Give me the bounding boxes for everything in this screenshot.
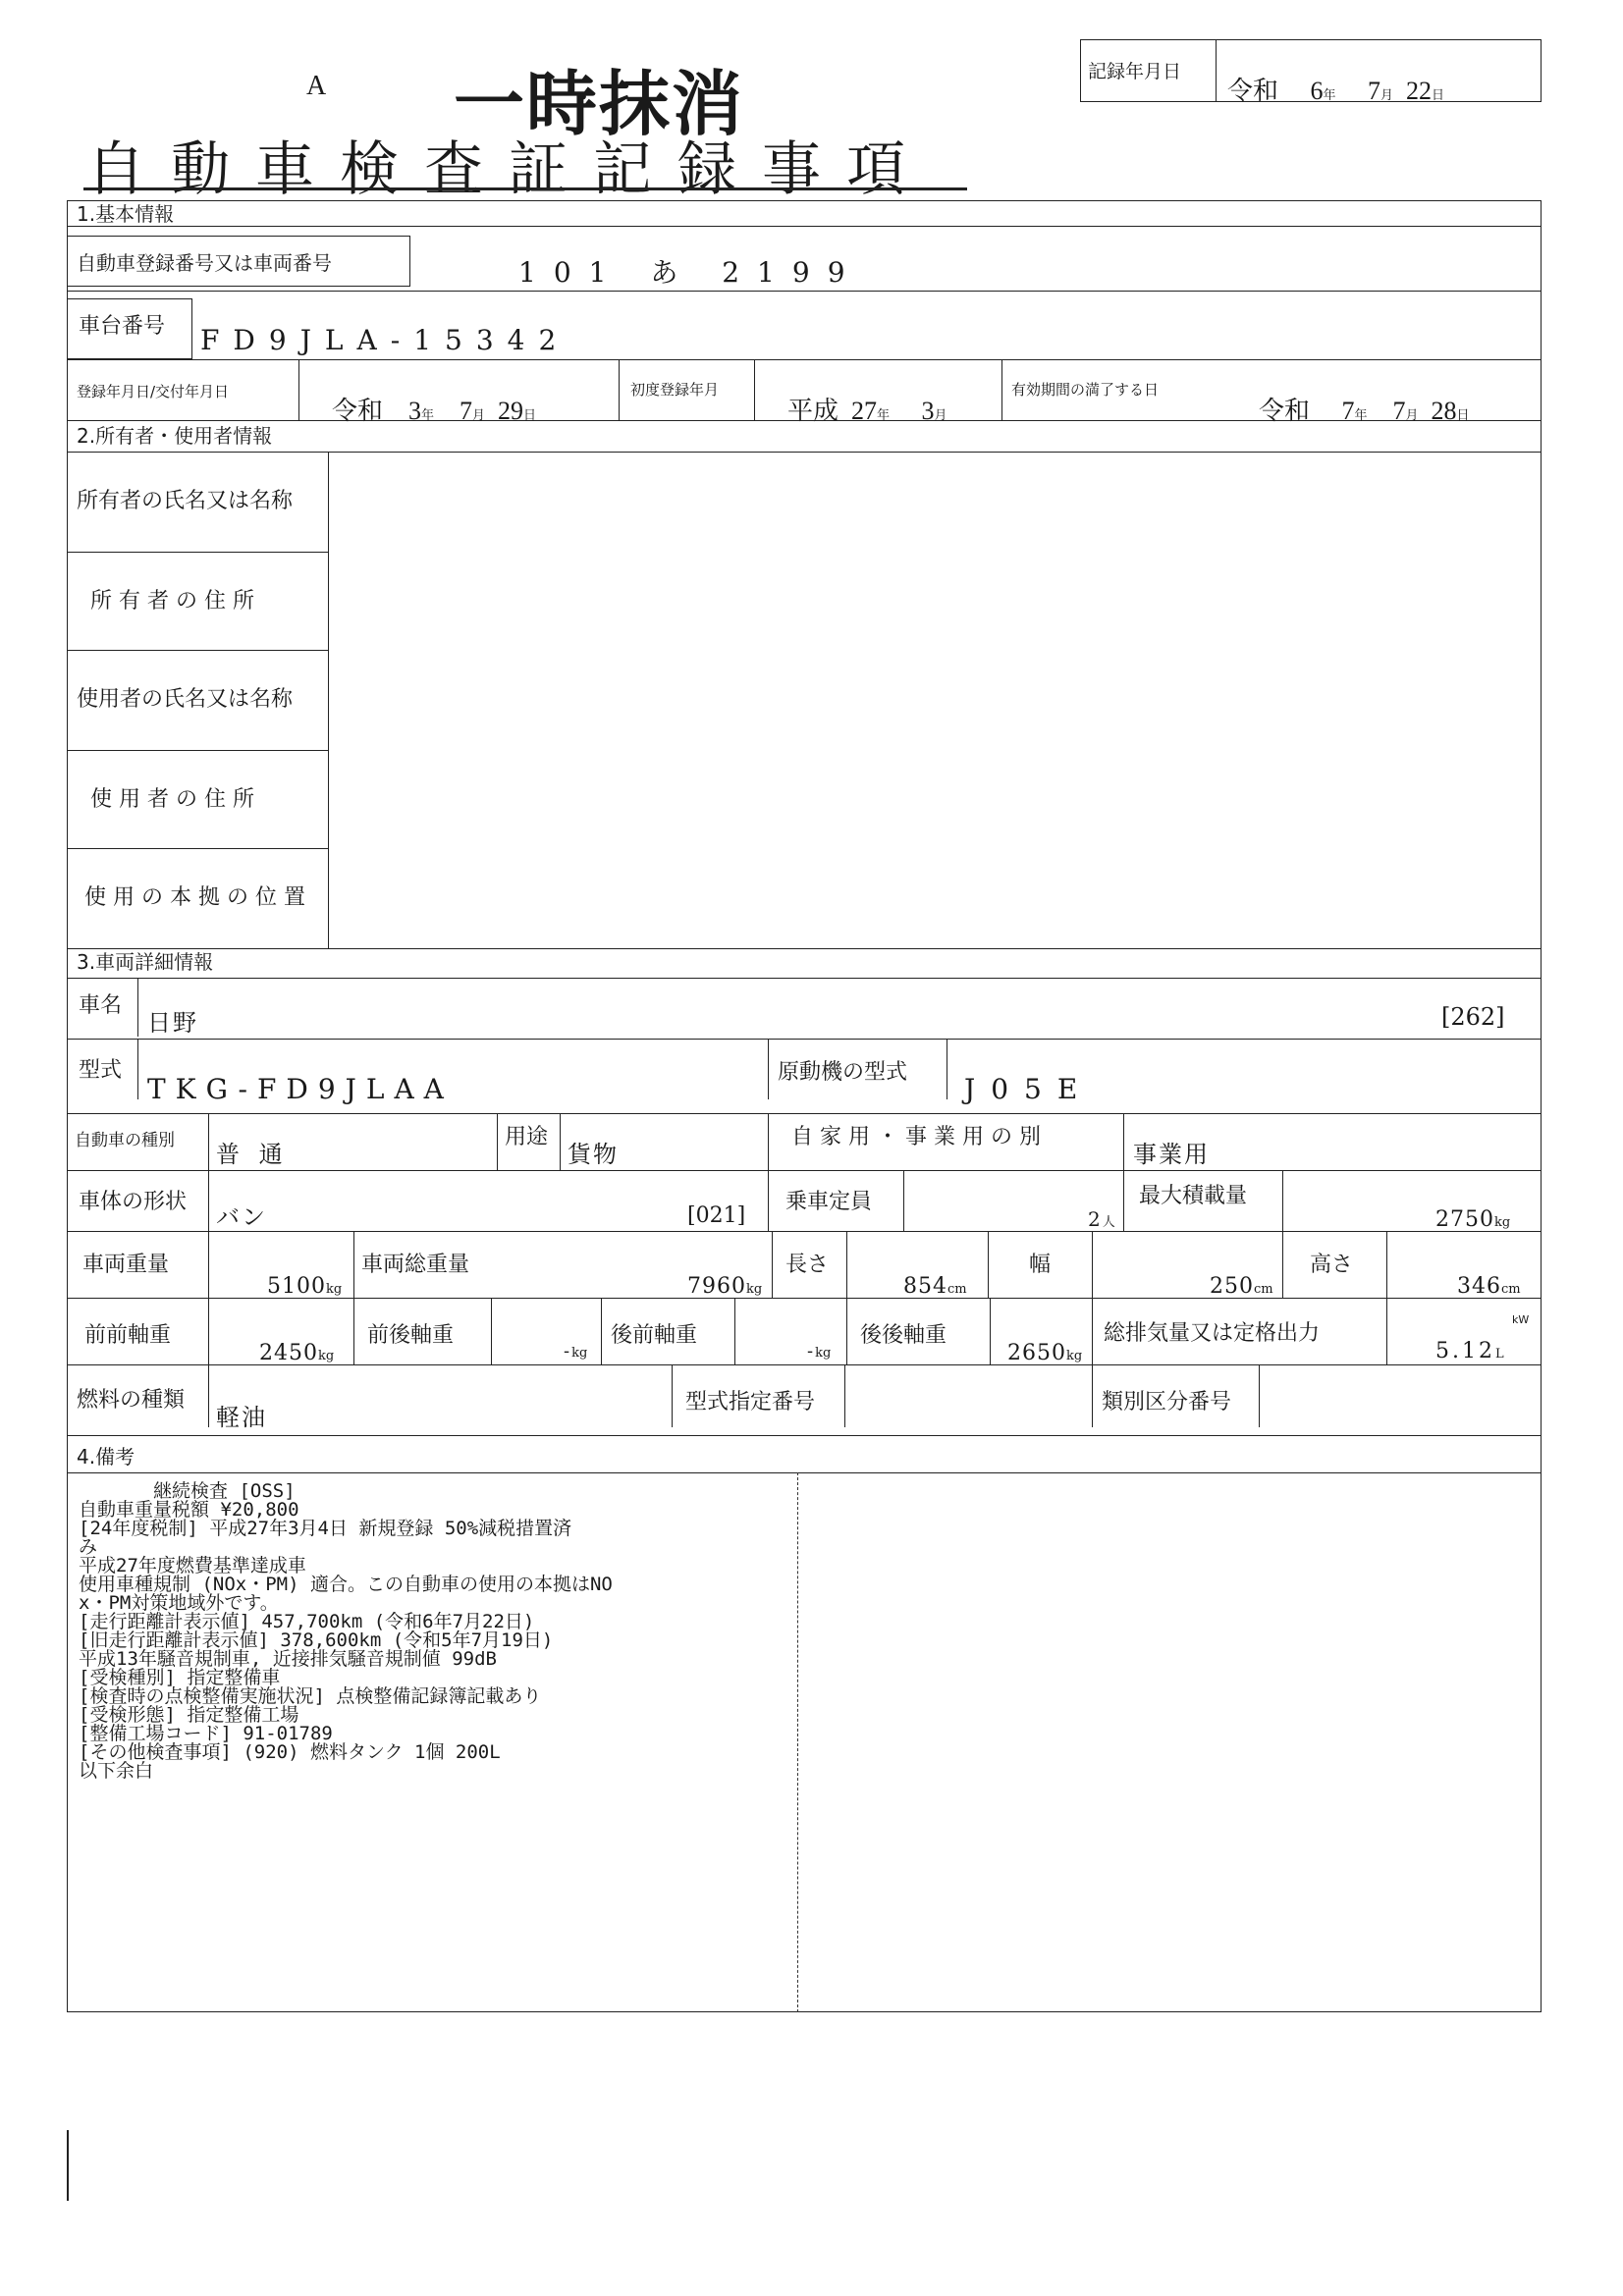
owner-name-label: 所有者の氏名又は名称 [77, 489, 294, 513]
vehicle-name-label: 車名 [79, 993, 123, 1018]
kind-label: 自動車の種別 [75, 1131, 175, 1150]
engine-value: J05E [964, 1073, 1094, 1105]
reg-number-value: 101 あ 2199 [518, 256, 863, 289]
reg-date-value: 令和 3年 7月 29日 [332, 397, 537, 425]
section-owner-title: 2.所有者・使用者情報 [77, 424, 273, 448]
record-date-label: 記録年月日 [1088, 61, 1182, 82]
owner-address-label: 所 有 者 の 住 所 [90, 589, 254, 614]
fuel-type-label: 燃料の種類 [77, 1388, 186, 1413]
width-value: 250cm [1210, 1274, 1273, 1299]
class-number-label: 類別区分番号 [1102, 1390, 1232, 1415]
private-business-value: 事業用 [1133, 1141, 1210, 1168]
height-label: 高さ [1310, 1253, 1354, 1277]
body-shape-code: [021] [687, 1203, 746, 1228]
capacity-value: 2人 [1088, 1207, 1115, 1231]
use-value: 貨物 [568, 1141, 619, 1168]
length-value: 854cm [903, 1274, 967, 1299]
first-reg-value: 平成 27年 3月 [787, 397, 947, 425]
max-load-label: 最大積載量 [1139, 1184, 1248, 1208]
displacement-unit-kw: kW [1512, 1313, 1530, 1326]
vehicle-name-value: 日野 [147, 1009, 198, 1037]
status-title: 一時抹消 [454, 63, 745, 145]
chassis-value: FD9JLA-15342 [200, 324, 570, 356]
front-front-axle-value: 2450kg [259, 1341, 335, 1365]
base-location-label: 使 用 の 本 拠 の 位 置 [84, 885, 305, 910]
page-title: 自動車検査証記録事項 [86, 135, 931, 204]
fuel-type-value: 軽油 [216, 1404, 267, 1431]
type-cert-label: 型式指定番号 [685, 1390, 816, 1415]
body-shape-value: バン [216, 1203, 267, 1231]
document-mark: A [306, 71, 327, 101]
body-shape-label: 車体の形状 [79, 1190, 188, 1214]
section-remarks-title: 4.備考 [77, 1445, 135, 1468]
private-business-label: 自 家 用 ・ 事 業 用 の 別 [791, 1125, 1041, 1149]
engine-label: 原動機の型式 [778, 1060, 908, 1085]
length-label: 長さ [785, 1253, 830, 1277]
record-date-value: 令和 6年 7月 22日 [1227, 77, 1445, 105]
kind-value: 普 通 [216, 1141, 289, 1168]
model-value: TKG-FD9JLAA [147, 1073, 454, 1105]
rear-rear-axle-label: 後後軸重 [860, 1323, 947, 1348]
first-reg-label: 初度登録年月 [630, 381, 720, 399]
rear-rear-axle-value: 2650kg [1007, 1341, 1083, 1365]
rear-front-axle-label: 後前軸重 [611, 1323, 698, 1348]
capacity-label: 乗車定員 [785, 1190, 873, 1214]
gross-weight-label: 車両総重量 [361, 1253, 470, 1277]
displacement-value: 5.12L [1435, 1339, 1504, 1363]
width-label: 幅 [1029, 1253, 1052, 1277]
use-label: 用途 [505, 1125, 549, 1149]
user-name-label: 使用者の氏名又は名称 [77, 687, 294, 712]
max-load-value: 2750kg [1435, 1207, 1511, 1232]
scan-mark [67, 2130, 69, 2201]
displacement-label: 総排気量又は定格出力 [1104, 1321, 1321, 1346]
gross-weight-value: 7960kg [687, 1274, 763, 1299]
expiry-label: 有効期間の満了する日 [1011, 381, 1160, 399]
remarks-text: 継続検査 [OSS] 自動車重量税額 ¥20,800 [24年度税制] 平成27年3月4日 新規登録 50%減税措置済 み 平成27年度燃費基準達成車 使用車種規制 (NOx・PM) 適合。この自動車の使用の本拠はNO x・PM対策地域外です。 [走行距離計表示値] 457,700km (令和6年7月22日) [旧走行距離計表示値] 378,600km (令和5年7月19日) 平成13年騒音規制車, 近接排気騒音規制値 99dB [受検種別] 指定整備車 [検査時の点検整備実施状況] 点検整備記録簿記載あり [受検形態] 指定整備工場 [整備工場コード] 91-01789 [その他検査事項] (920) 燃料タンク 1個 200L 以下余白 [79, 1480, 613, 1782]
expiry-value: 令和 7年 7月 28日 [1259, 397, 1470, 425]
reg-number-label: 自動車登録番号又は車両番号 [77, 251, 332, 275]
front-rear-axle-label: 前後軸重 [367, 1323, 455, 1348]
vehicle-name-code: [262] [1441, 1003, 1505, 1031]
front-rear-axle-value: -kg [564, 1341, 588, 1362]
height-value: 346cm [1457, 1274, 1521, 1299]
rear-front-axle-value: -kg [807, 1341, 832, 1362]
title-underline [83, 187, 967, 190]
front-front-axle-label: 前前軸重 [84, 1323, 172, 1348]
weight-label: 車両重量 [82, 1253, 170, 1277]
section-vehicle-title: 3.車両詳細情報 [77, 950, 214, 974]
section-basic-title: 1.基本情報 [77, 202, 175, 226]
reg-date-label: 登録年月日/交付年月日 [77, 383, 230, 400]
model-label: 型式 [79, 1058, 123, 1083]
user-address-label: 使 用 者 の 住 所 [90, 787, 254, 812]
weight-value: 5100kg [267, 1274, 343, 1299]
chassis-label: 車台番号 [79, 314, 166, 339]
